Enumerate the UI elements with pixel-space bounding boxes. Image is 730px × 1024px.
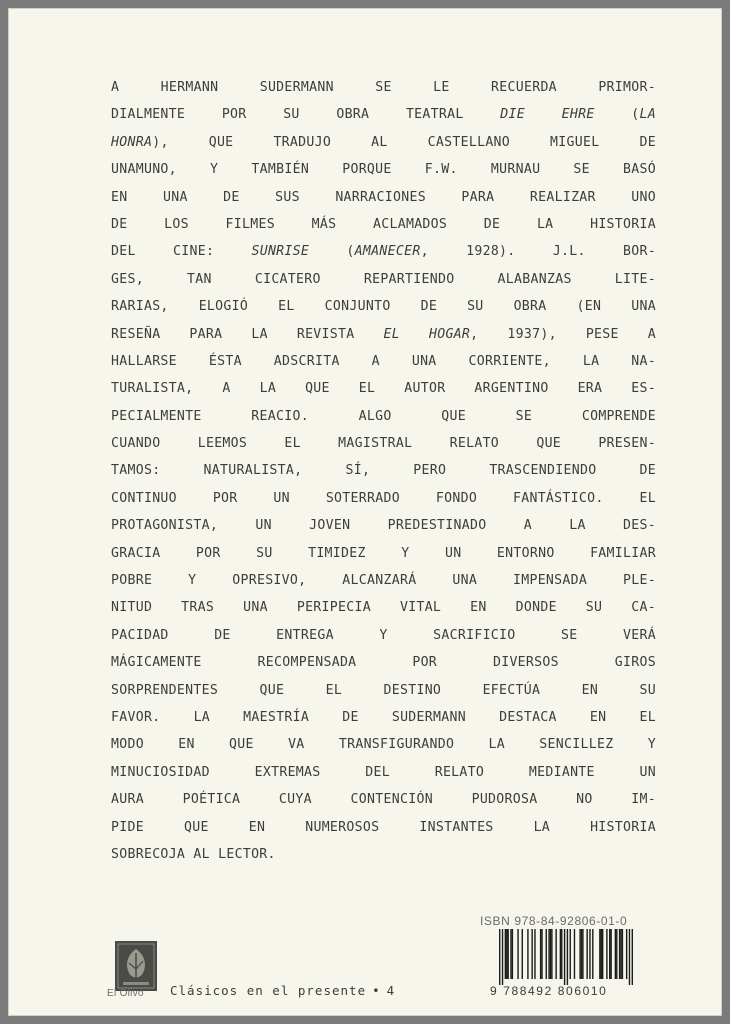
barcode-bar [534,929,535,979]
barcode-bar [546,929,547,979]
blurb-text: DEL CINE: [111,244,252,260]
blurb-text: RESEÑA PARA LA REVISTA [111,326,384,342]
barcode-bar [564,929,565,985]
barcode-bar [581,929,582,979]
blurb-line [111,704,656,731]
barcode-bar [527,929,528,979]
blurb-line [111,375,656,402]
blurb-line [111,677,656,704]
barcode-bar [555,929,556,979]
barcode-bar [609,929,610,979]
barcode-bar [606,929,607,979]
barcode-bar [506,929,507,979]
blurb-line [111,293,656,320]
blurb-text: RARIAS, ELOGIÓ EL CONJUNTO DE SU OBRA (EN UNA [111,299,656,315]
blurb-title: SUNRISE [251,244,310,260]
blurb-line [111,184,656,211]
blurb-text: TAMOS: NATURALISTA, SÍ, PERO TRASCENDIENDO DE [111,463,656,479]
blurb-text: PACIDAD DE ENTREGA Y SACRIFICIO SE VERÁ [111,627,656,643]
blurb-line [111,594,656,621]
blurb-line [111,403,656,430]
blurb-line [111,786,656,813]
barcode-digits: 9 788492 806010 [490,984,608,998]
barcode-bar [616,929,617,979]
blurb-text: EN UNA DE SUS NARRACIONES PARA REALIZAR UNO [111,189,656,205]
barcode-bar [629,929,630,985]
blurb-text: ( [594,107,640,123]
barcode-bar [574,929,575,979]
blurb-text: MÁGICAMENTE RECOMPENSADA POR DIVERSOS GIROS [111,655,656,671]
collection-separator: • [372,983,381,998]
barcode-bar [582,929,583,979]
barcode-bar [619,929,620,979]
back-cover [8,8,722,1016]
barcode-bar [610,929,611,979]
blurb-text: , 1937), PESE A [470,326,657,342]
blurb-title: LA [639,107,657,123]
blurb-title: DIE EHRE [500,107,595,123]
blurb-text: SORPRENDENTES QUE EL DESTINO EFECTÚA EN SU [111,682,656,698]
collection-line [170,983,395,998]
blurb-title: EL HOGAR [383,326,471,342]
barcode-bar [622,929,623,979]
barcode-bar [550,929,551,979]
blurb-line [111,101,656,128]
blurb-line [111,348,656,375]
barcode-bar [586,929,587,979]
blurb-line [111,129,656,156]
blurb-text: ), QUE TRADUJO AL CASTELLANO MIGUEL DE [152,134,656,150]
blurb-line [111,731,656,758]
barcode-bar [517,929,518,979]
isbn-barcode [499,929,633,985]
barcode-bar [540,929,541,979]
blurb-text: HALLARSE ÉSTA ADSCRITA A UNA CORRIENTE, LA NA- [111,353,656,369]
collection-name: Clásicos en el presente [170,983,367,998]
blurb-line [111,622,656,649]
back-cover-blurb [111,74,656,868]
blurb-text: MINUCIOSIDAD EXTREMAS DEL RELATO MEDIANTE UN [111,764,656,780]
barcode-bar [560,929,561,979]
blurb-text: SOBRECOJA AL LECTOR. [111,846,276,862]
blurb-line [111,74,656,101]
barcode-bar [579,929,580,979]
barcode-bar [541,929,542,979]
publisher-logo [115,941,157,991]
barcode-bar [589,929,590,979]
barcode-bar [615,929,616,979]
blurb-text: POBRE Y OPRESIVO, ALCANZARÁ UNA IMPENSADA PLE- [111,573,656,589]
blurb-text: DE LOS FILMES MÁS ACLAMADOS DE LA HISTORIA [111,216,656,232]
barcode-bar [626,929,627,979]
blurb-title: AMANECER [354,244,421,260]
blurb-line [111,457,656,484]
blurb-text: CUANDO LEEMOS EL MAGISTRAL RELATO QUE PRESEN- [111,436,656,452]
blurb-text: FAVOR. LA MAESTRÍA DE SUDERMANN DESTACA EN EL [111,709,656,725]
blurb-text: AURA POÉTICA CUYA CONTENCIÓN PUDOROSA NO IM- [111,792,656,808]
blurb-line [111,238,656,265]
blurb-text: PROTAGONISTA, UN JOVEN PREDESTINADO A LA DES- [111,518,656,534]
isbn-label: ISBN 978-84-92806-01-0 [480,914,628,928]
barcode-bar [512,929,513,979]
barcode-bar [548,929,549,979]
barcode-bar [602,929,603,979]
barcode-bar [599,929,600,979]
blurb-text: DIALMENTE POR SU OBRA TEATRAL [111,107,501,123]
blurb-text: PECIALMENTE REACIO. ALGO QUE SE COMPRENDE [111,408,656,424]
blurb-line [111,814,656,841]
publisher-logo-text: El Olivo [107,988,144,999]
barcode-bar [531,929,532,979]
barcode-graphic [499,929,633,985]
blurb-text: CONTINUO POR UN SOTERRADO FONDO FANTÁSTICO. EL [111,490,656,506]
collection-number: 4 [386,983,396,998]
blurb-text: UNAMUNO, Y TAMBIÉN PORQUE F.W. MURNAU SE BASÓ [111,162,656,178]
blurb-text: GES, TAN CICATERO REPARTIENDO ALABANZAS LITE- [111,271,656,287]
blurb-line [111,430,656,457]
blurb-line [111,321,656,348]
blurb-text: , 1928). J.L. BOR- [420,244,656,260]
barcode-bar [499,929,500,985]
blurb-text: MODO EN QUE VA TRANSFIGURANDO LA SENCILLEZ Y [111,737,656,753]
blurb-line [111,841,656,868]
barcode-bar [632,929,633,985]
blurb-line [111,759,656,786]
blurb-title: HONRA [111,134,153,150]
barcode-bar [510,929,511,979]
blurb-text: PIDE QUE EN NUMEROSOS INSTANTES LA HISTORIA [111,819,656,835]
barcode-bar [601,929,602,979]
barcode-bar [567,929,568,985]
barcode-bar [522,929,523,979]
blurb-text: ( [309,244,355,260]
blurb-text: GRACIA POR SU TIMIDEZ Y UN ENTORNO FAMILIAR [111,545,656,561]
blurb-line [111,156,656,183]
barcode-bar [570,929,571,979]
barcode-bar [592,929,593,979]
barcode-bar [507,929,508,979]
barcode-bar [551,929,552,979]
barcode-bar [505,929,506,979]
blurb-line [111,567,656,594]
blurb-text: TURALISTA, A LA QUE EL AUTOR ARGENTINO ERA ES- [111,381,656,397]
blurb-line [111,485,656,512]
barcode-bar [561,929,562,979]
blurb-line [111,649,656,676]
blurb-line [111,211,656,238]
blurb-text: A HERMANN SUDERMANN SE LE RECUERDA PRIMOR- [111,80,656,95]
blurb-line [111,512,656,539]
blurb-line [111,266,656,293]
barcode-bar [502,929,503,985]
barcode-bar [620,929,621,979]
blurb-line [111,540,656,567]
blurb-text: NITUD TRAS UNA PERIPECIA VITAL EN DONDE SU CA- [111,600,656,616]
